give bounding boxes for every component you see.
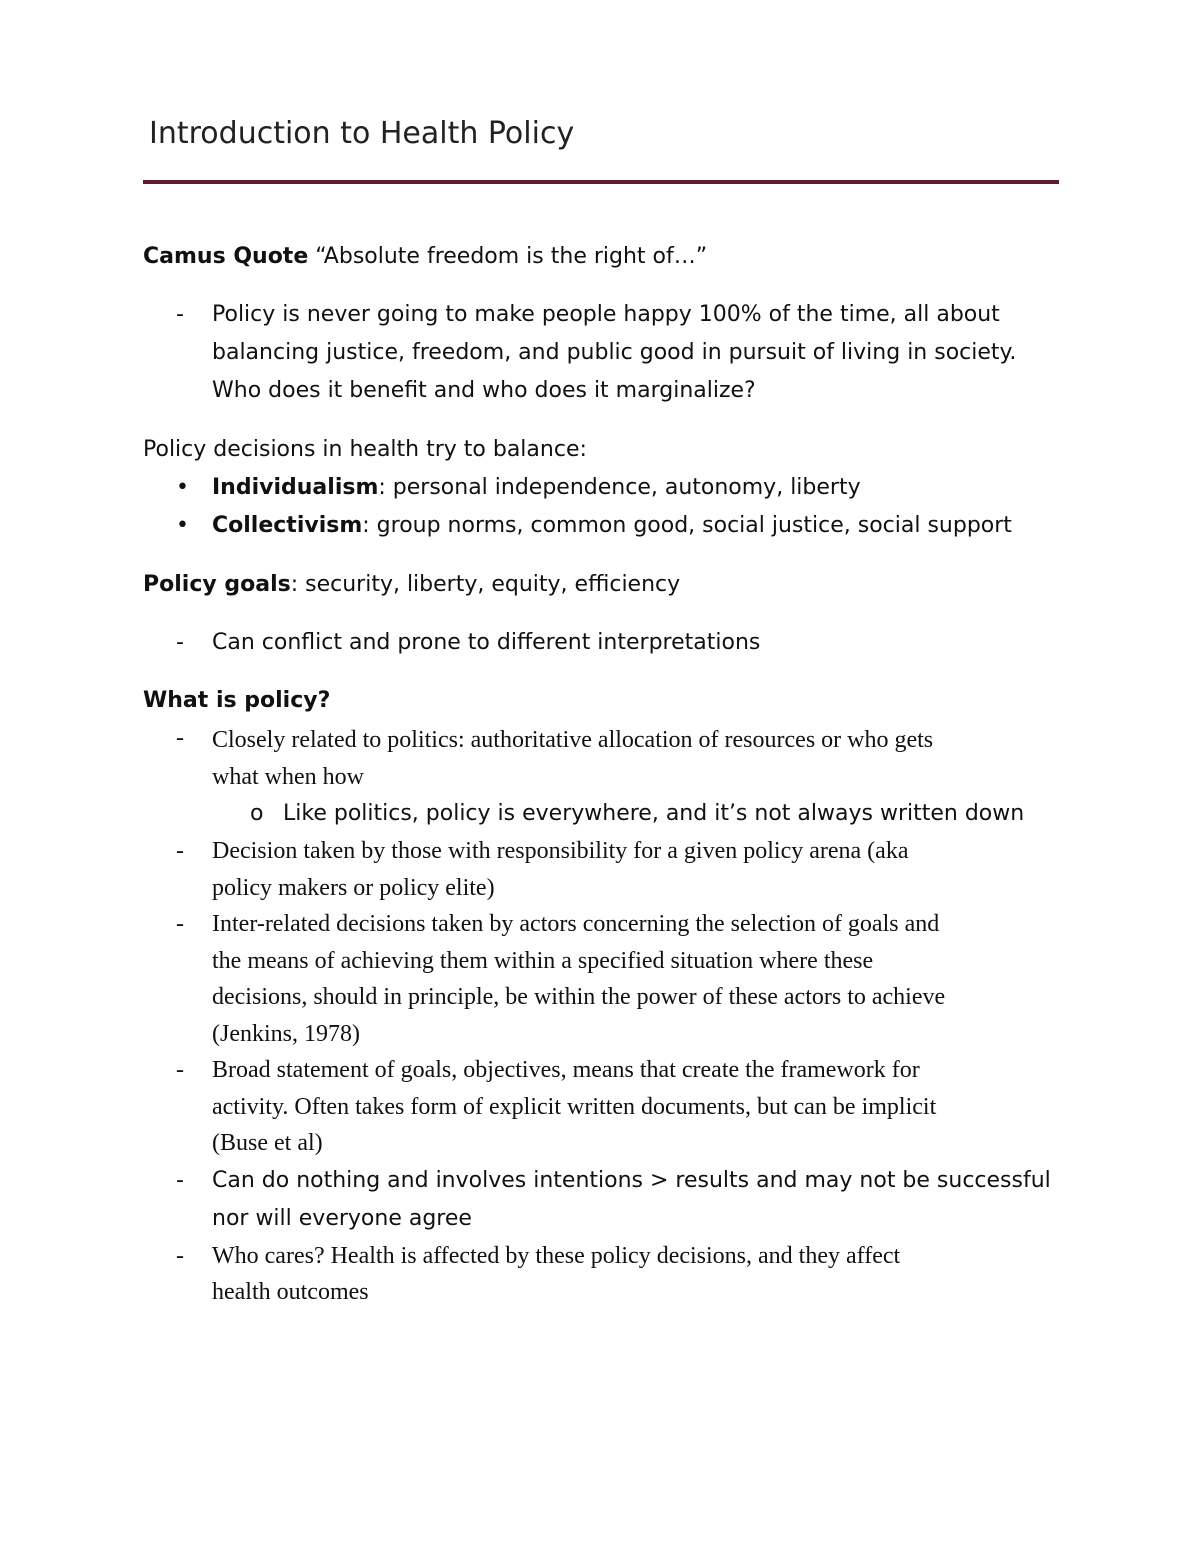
dash-marker: - (176, 302, 184, 327)
desc-collectivism: : group norms, common good, social justice, social support (362, 513, 1012, 538)
balance-section (143, 431, 1083, 545)
balance-intro: Policy decisions in health try to balance: (143, 437, 587, 462)
sub-list-item (143, 795, 1083, 833)
goals-text: : security, liberty, equity, efficiency (290, 572, 681, 597)
bullet-marker: • (176, 513, 189, 538)
what-bullet-5: Can do nothing and involves intentions > results and may not be successful nor will everyone agree (212, 1167, 1051, 1231)
what-bullet-4: Broad statement of goals, objectives, means that create the framework for activity. Often takes form of explicit written documents, but can be implicit (Buse et al) (212, 1057, 937, 1156)
list-item (143, 507, 1083, 545)
term-collectivism: Collectivism (212, 513, 363, 538)
title-underline (143, 180, 1059, 184)
list-item (143, 1162, 1083, 1238)
what-bullet-6: Who cares? Health is affected by these policy decisions, and they affect health outcomes (212, 1242, 901, 1305)
what-sub-1: Like politics, policy is everywhere, and it’s not always written down (283, 801, 1025, 826)
camus-bullet-text: Policy is never going to make people happy 100% of the time, all about balancing justice, freedom, and public good in pursuit of living in society. Who does it benefit and who does it marginalize? (212, 302, 1017, 403)
what-bullet-1: Closely related to politics: authoritative allocation of resources or who gets what when how (212, 727, 934, 790)
dash-marker: - (176, 725, 184, 751)
list-item (143, 296, 1083, 410)
camus-section (143, 238, 1083, 276)
goals-bullet-list (143, 624, 1083, 662)
what-bullet-3: Inter-related decisions taken by actors concerning the selection of goals and the means of achieving them within a specified situation where these decisions, should in principle, be within the power of these actors to achieve (Jenkins, 1978) (212, 911, 946, 1047)
what-heading (143, 682, 1083, 720)
what-bullet-2: Decision taken by those with responsibility for a given policy arena (aka policy makers or policy elite) (212, 838, 909, 901)
list-item (143, 624, 1083, 662)
camus-line (143, 238, 1083, 276)
dash-marker: - (176, 911, 184, 937)
dash-marker: - (176, 1242, 184, 1269)
goals-bullet-text: Can conflict and prone to different interpretations (212, 630, 761, 655)
goals-section (143, 566, 1083, 604)
term-individualism: Individualism (212, 475, 379, 500)
dash-marker: - (176, 1057, 184, 1083)
dash-marker: - (176, 838, 184, 864)
circle-marker: o (250, 801, 264, 826)
desc-individualism: : personal independence, autonomy, liberty (378, 475, 861, 500)
bullet-marker: • (176, 475, 189, 500)
camus-label: Camus Quote (143, 244, 309, 269)
list-item (143, 469, 1083, 507)
list-item (143, 1238, 1083, 1311)
list-item (143, 833, 1083, 906)
goals-line (143, 566, 1083, 604)
dash-marker: - (176, 1167, 184, 1193)
page-title: Introduction to Health Policy (149, 116, 575, 151)
what-section (143, 682, 1083, 1311)
camus-bullet-list (143, 296, 1083, 410)
list-item (143, 906, 1083, 1052)
goals-label: Policy goals (143, 572, 291, 597)
camus-quote: “Absolute freedom is the right of…” (308, 244, 708, 269)
list-item (143, 720, 1083, 795)
dash-marker: - (176, 630, 184, 655)
list-item (143, 1052, 1083, 1162)
what-heading-text: What is policy? (143, 688, 331, 713)
